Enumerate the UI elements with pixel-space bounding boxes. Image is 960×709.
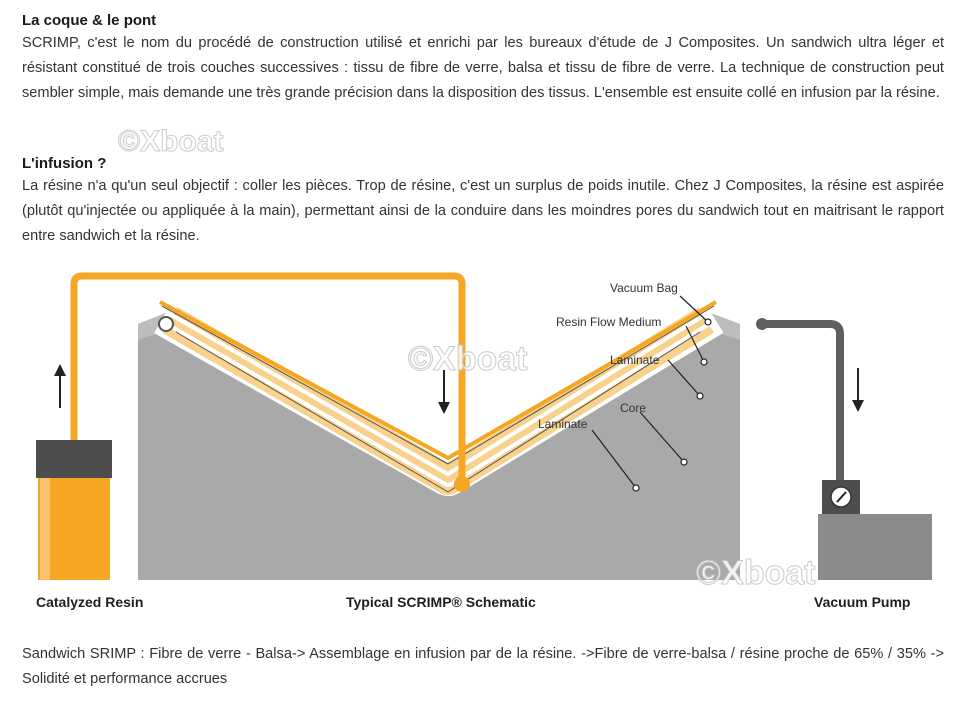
section-hull-deck xyxy=(22,10,944,106)
callout-dot xyxy=(701,359,707,365)
resin-container xyxy=(36,440,112,580)
caption-schematic-title: Typical SCRIMP® Schematic xyxy=(346,594,536,610)
callout-dot xyxy=(697,393,703,399)
caption-catalyzed-resin: Catalyzed Resin xyxy=(36,594,144,610)
watermark: ©Xboat xyxy=(696,554,816,592)
watermark: ©Xboat xyxy=(118,125,224,158)
up-arrow-icon xyxy=(54,364,66,408)
left-clamp xyxy=(159,317,173,331)
label-core: Core xyxy=(620,401,647,415)
down-arrow-icon xyxy=(852,368,864,412)
label-resin-flow-medium: Resin Flow Medium xyxy=(556,315,662,329)
figure-caption xyxy=(22,642,944,692)
callout-dot xyxy=(705,319,711,325)
vacuum-line xyxy=(762,324,840,482)
label-laminate-top: Laminate xyxy=(610,353,660,367)
section-infusion xyxy=(22,153,944,249)
label-vacuum-bag: Vacuum Bag xyxy=(610,281,678,295)
section-heading: La coque & le pont xyxy=(22,12,157,29)
section-paragraph: SCRIMP, c'est le nom du procédé de construction utilisé et enrichi par les bureaux d'étude de J Composites. Un sandwich ultra léger et résistant constitué de trois couches successives : tissu de fibre de verre, balsa et tissu de fibre de verre. La technique de construction peut sembler simple, mais demande une très grande précision dans la disposition des tissus. L'ensemble est ensuite collé en infusion par la résine. xyxy=(22,35,944,101)
resin-inlet xyxy=(454,476,470,492)
callout-dot xyxy=(633,485,639,491)
section-heading: L'infusion ? xyxy=(22,155,107,172)
callout-dot xyxy=(681,459,687,465)
scrimp-schematic xyxy=(0,262,960,622)
vacuum-pump xyxy=(818,480,932,580)
label-laminate-bottom: Laminate xyxy=(538,417,588,431)
watermark: ©Xboat xyxy=(408,340,528,378)
caption-vacuum-pump: Vacuum Pump xyxy=(814,594,911,610)
down-arrow-icon xyxy=(438,370,450,414)
caption-text: Sandwich SRIMP : Fibre de verre - Balsa-> Assemblage en infusion par de la résine. ->Fibre de verre-balsa / résine proche de 65% / 35% -> Solidité et performance accrues xyxy=(22,646,944,687)
section-paragraph: La résine n'a qu'un seul objectif : coller les pièces. Trop de résine, c'est un surplus de poids inutile. Chez J Composites, la résine est aspirée (plutôt qu'injectée ou appliquée à la main), permettant ainsi de la conduire dans les moindres pores du sandwich tout en maitrisant le rapport entre sandwich et la résine. xyxy=(22,178,944,244)
